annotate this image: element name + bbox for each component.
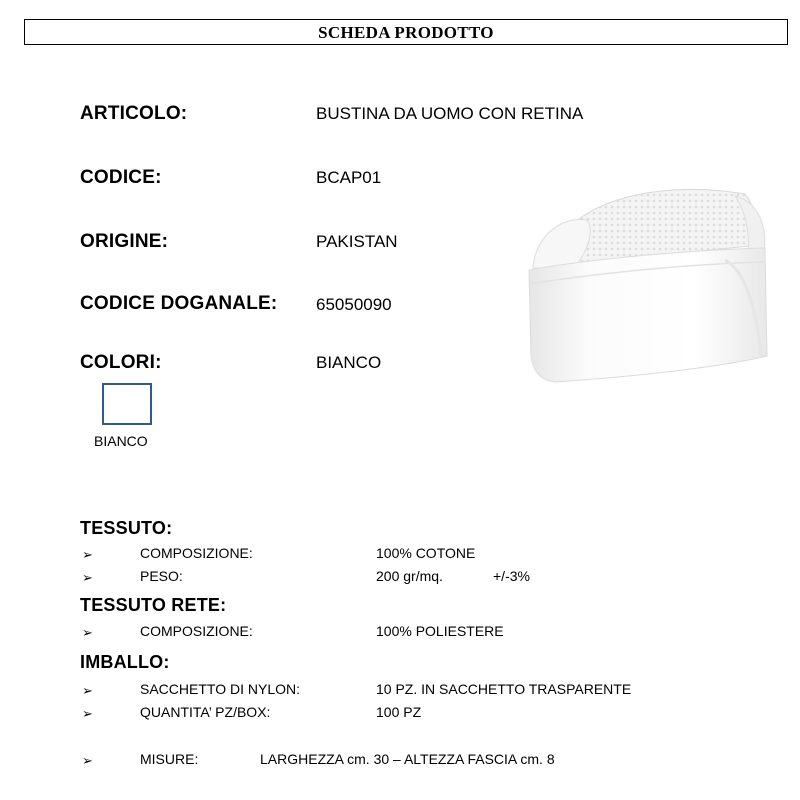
imballo-quantita-label: QUANTITA’ PZ/BOX: <box>140 704 271 720</box>
bullet-icon: ➢ <box>82 753 93 768</box>
imballo-heading: IMBALLO: <box>80 652 170 672</box>
tessuto-peso-tolerance: +/-3% <box>493 568 530 584</box>
bullet-icon: ➢ <box>82 547 93 562</box>
origine-value: PAKISTAN <box>316 232 398 251</box>
tessuto-peso-value: 200 gr/mq. <box>376 568 443 584</box>
colori-label: COLORI: <box>80 352 162 373</box>
bullet-icon: ➢ <box>82 706 93 721</box>
codice-value: BCAP01 <box>316 168 382 187</box>
color-swatch-bianco <box>102 383 152 425</box>
tessuto-composizione-label: COMPOSIZIONE: <box>140 545 253 561</box>
misure-label: MISURE: <box>140 751 199 767</box>
codice-doganale-label: CODICE DOGANALE: <box>80 293 278 314</box>
tessuto-rete-composizione-value: 100% POLIESTERE <box>376 623 504 639</box>
color-swatch-label: BIANCO <box>94 433 148 449</box>
tessuto-heading: TESSUTO: <box>80 518 173 538</box>
bullet-icon: ➢ <box>82 683 93 698</box>
tessuto-rete-heading: TESSUTO RETE: <box>80 595 227 615</box>
articolo-label: ARTICOLO: <box>80 103 188 124</box>
product-hat-image <box>525 180 773 395</box>
tessuto-rete-composizione-label: COMPOSIZIONE: <box>140 623 253 639</box>
codice-doganale-value: 65050090 <box>316 295 392 314</box>
bullet-icon: ➢ <box>82 625 93 640</box>
imballo-sacchetto-value: 10 PZ. IN SACCHETTO TRASPARENTE <box>376 681 632 697</box>
origine-label: ORIGINE: <box>80 231 169 252</box>
imballo-quantita-value: 100 PZ <box>376 704 422 720</box>
bullet-icon: ➢ <box>82 570 93 585</box>
tessuto-peso-label: PESO: <box>140 568 183 584</box>
colori-value: BIANCO <box>316 353 382 372</box>
page-title: SCHEDA PRODOTTO <box>318 23 494 42</box>
codice-label: CODICE: <box>80 167 162 188</box>
articolo-value: BUSTINA DA UOMO CON RETINA <box>316 104 584 123</box>
imballo-sacchetto-label: SACCHETTO DI NYLON: <box>140 681 300 697</box>
misure-value: LARGHEZZA cm. 30 – ALTEZZA FASCIA cm. 8 <box>260 751 555 767</box>
header-box <box>24 19 788 45</box>
tessuto-composizione-value: 100% COTONE <box>376 545 476 561</box>
